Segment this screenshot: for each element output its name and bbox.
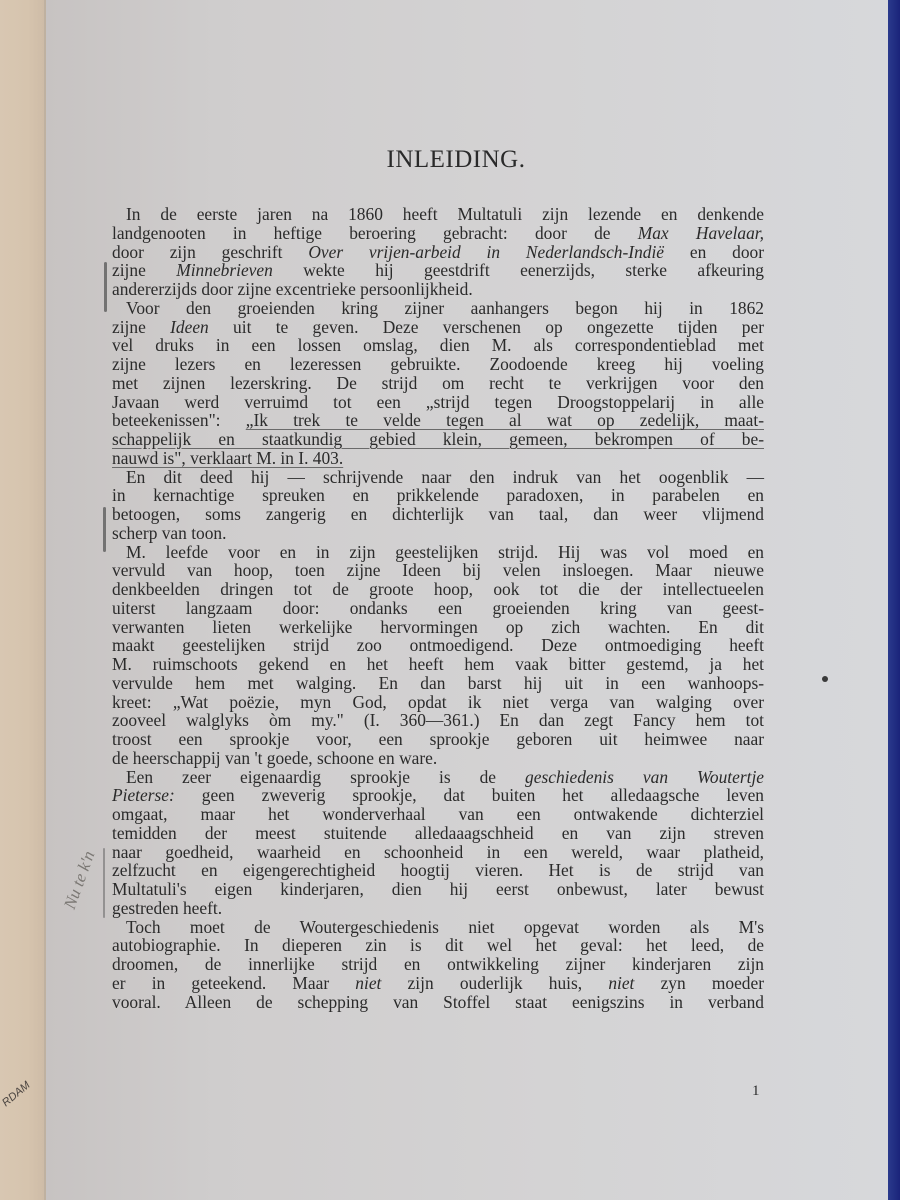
text-segment: autobiographie. In dieperen zin is dit wel het geval: het leed, de [112,935,764,956]
text-segment: Multatuli's eigen kinderjaren, dien hij eerst onbewust, later bewust [112,879,764,899]
text-line [112,524,764,543]
text-segment: zijne [112,260,177,281]
text-line [112,693,764,712]
endpaper [0,0,46,1200]
text-segment: En dit deed hij — schrijvende naar den indruk van het oogenblik — [126,466,764,487]
italic-text: geschiedenis van Woutertje [525,766,765,787]
text-segment: zelfzucht en eigengerechtigheid hoogtij vieren. Het is de strijd van [112,860,764,881]
italic-text: Ideen [170,316,209,337]
text-segment: schappelijk en staatkundig gebied klein, gemeen, bekrompen of be- [112,429,764,449]
text-segment: verwanten lieten werkelijke hervormingen op zich wachten. En dit [112,616,764,637]
text-line [112,580,764,599]
text-line [112,768,764,787]
text-line [112,711,764,730]
margin-pencil-note: Nu te k'n [60,848,99,912]
text-segment: Een zeer eigenaardig sprookje is de [126,766,526,787]
text-line [112,355,764,374]
text-line [112,749,764,768]
margin-pen-mark [104,262,107,312]
text-segment: betoogen, soms zangerig en dichterlijk van taal, dan weer vlijmend [112,504,764,524]
text-segment: uit te geven. Deze verschenen op ongezette tijden per [208,316,764,337]
text-line [112,449,764,468]
text-segment: troost een sprookje voor, een sprookje geboren uit heimwee naar [112,729,764,749]
paper-spot [822,676,828,682]
text-line [112,411,764,430]
text-segment: zijn ouderlijk huis, [381,972,609,993]
text-segment: kreet: „Wat poëzie, myn God, opdat ik niet verga van walging over [112,691,764,712]
text-segment: temidden der meest stuitende alledaaagschheid en van zijn streven [112,822,764,843]
text-line [112,636,764,655]
text-segment: Javaan werd verruimd tot een „strijd tegen Droogstoppelarij in alle [112,391,764,412]
body-text [112,205,764,1011]
text-segment: droomen, de innerlijke strijd en ontwikkeling zijner kinderjaren zijn [112,954,764,974]
text-segment: beteekenissen": [112,410,246,431]
text-segment: vervuld van hoop, toen zijne Ideen bij velen insloegen. Maar nieuwe [112,560,764,581]
text-line [112,505,764,524]
text-line [112,205,764,224]
text-line [112,224,764,243]
text-segment: zijne lezers en lezeressen gebruikte. Zoodoende kreeg hij voeling [112,354,764,374]
text-line [112,899,764,918]
text-segment: zooveel walglyks òm my." (I. 360—361.) En dan zegt Fancy hem tot [112,710,764,731]
text-line [112,374,764,393]
text-segment: In de eerste jaren na 1860 heeft Multatuli zijn lezende en denkende [126,204,764,224]
text-line [112,486,764,505]
text-line [112,955,764,974]
text-segment: „Ik trek te velde tegen al wat op zedelijk, maat- [245,410,764,431]
text-line [112,674,764,693]
text-segment: met zijnen lezerskring. De strijd om recht te verkrijgen voor den [112,372,764,393]
text-segment: de heerschappij van 't goede, schoone en ware. [112,747,438,768]
text-line [112,936,764,955]
text-segment: andererzijds door zijne excentrieke persoonlijkheid. [112,279,473,299]
italic-text: Pieterse: [112,785,175,806]
text-line [112,880,764,899]
italic-text: Over vrijen-arbeid in Nederlandsch-Indië [308,241,665,262]
italic-text: Minnebrieven [176,260,273,281]
text-segment: Toch moet de Woutergeschiedenis niet opgevat worden als M's [126,916,764,937]
italic-text: niet [608,972,635,993]
text-line [112,993,764,1012]
text-line [112,599,764,618]
text-segment: scherp van toon. [112,522,227,543]
text-line [112,336,764,355]
text-segment: zijne [112,316,171,337]
text-line [112,243,764,262]
margin-stamp-text: RDAM [0,1079,33,1110]
italic-text: Max Havelaar, [637,222,764,243]
text-segment: vooral. Alleen de schepping van Stoffel staat eenigszins in verband [112,991,764,1012]
text-segment: M. ruimschoots gekend en het heeft hem vaak bitter gestemd, ja het [112,654,764,674]
book-cover-edge [888,0,900,1200]
text-segment: door zijn geschrift [112,241,309,262]
text-line [112,805,764,824]
text-line [112,430,764,449]
text-segment: naar goedheid, waarheid en schoonheid in een wereld, waar platheid, [112,841,764,862]
text-line [112,561,764,580]
text-line [112,730,764,749]
text-segment: in kernachtige spreuken en prikkelende paradoxen, in parabelen en [112,485,764,506]
text-segment: geen zweverig sprookje, dat buiten het alledaagsche leven [174,785,764,806]
text-segment: wekte hij geestdrift eenerzijds, sterke afkeuring [272,260,764,281]
italic-text: niet [355,972,382,993]
text-line [112,655,764,674]
text-segment: zyn moeder [634,972,765,993]
text-line [112,618,764,637]
text-line [112,280,764,299]
text-line [112,261,764,280]
text-segment: uiterst langzaam door: ondanks een groeienden kring van geest- [112,597,764,618]
text-line [112,299,764,318]
text-segment: landgenooten in heftige beroering gebracht: door de [112,222,638,243]
text-segment: omgaat, maar het wonderverhaal van een ontwakende dichterziel [112,804,764,824]
text-line [112,543,764,562]
page-title: INLEIDING. [386,146,526,173]
text-segment: denkbeelden dringen tot de groote hoop, ook tot die der intellectueelen [112,579,764,599]
text-segment: gestreden heeft. [112,897,223,918]
text-segment: Voor den groeienden kring zijner aanhangers begon hij in 1862 [126,297,764,318]
text-segment: vervulde hem met walging. En dan barst hij uit in een wanhoops- [112,672,764,693]
text-line [112,824,764,843]
text-segment: vel druks in een lossen omslag, dien M. als correspondentieblad met [112,335,764,356]
text-segment: M. leefde voor en in zijn geestelijken strijd. Hij was vol moed en [126,541,764,562]
page-number: 1 [752,1083,760,1099]
text-line [112,843,764,862]
text-segment: maakt geestelijken strijd zoo ontmoedigend. Deze ontmoediging heeft [112,635,764,656]
text-line [112,393,764,412]
text-line [112,318,764,337]
text-line [112,786,764,805]
text-segment: en door [664,241,765,262]
text-segment: nauwd is", verklaart M. in I. 403. [112,447,344,468]
text-line [112,468,764,487]
margin-pen-mark [103,507,106,552]
text-line [112,918,764,937]
text-line [112,974,764,993]
text-line [112,861,764,880]
text-segment: er in geteekend. Maar [112,972,356,993]
